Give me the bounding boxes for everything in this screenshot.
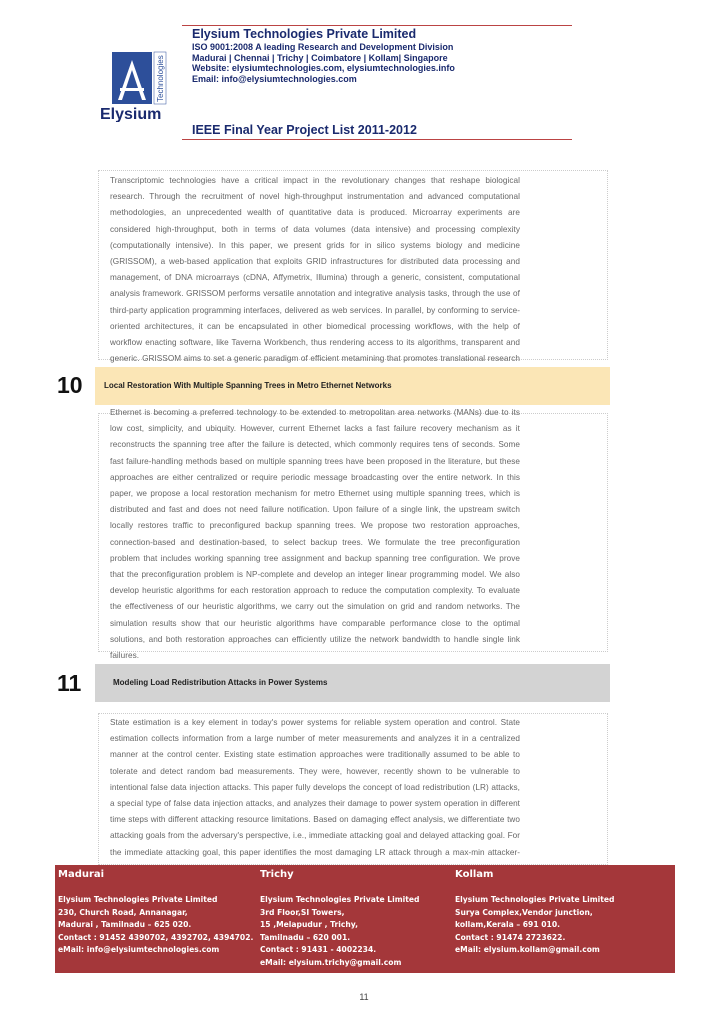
company-line-iso: ISO 9001:2008 A leading Research and Development Division	[192, 42, 454, 52]
header-bottom-rule	[182, 139, 572, 140]
page-number: 11	[359, 992, 369, 1002]
footer-city-madurai: Madurai	[58, 869, 105, 880]
project-list-title: IEEE Final Year Project List 2011-2012	[192, 123, 417, 137]
topic-number-10: 10	[57, 372, 83, 398]
abstract-text-2: Ethernet is becoming a preferred technology to be extended to metropolitan area networks (MANs) due to its low cost, simplicity, and ubiquity. However, current Ethernet lacks a fast failure recovery mechanism as it reconstructs the spanning tree after the failure is detected, which commonly requires tens of seconds. Some fast failure-handling methods based on multiple spanning trees have been proposed in the literature, but these approaches are either centralized or require periodic message broadcasting over the entire network. In this paper, we propose a local restoration mechanism for metro Ethernet using multiple spanning trees, which is distributed and fast and does not need failure notification. Upon failure of a single link, the upstream switch locally restores traffic to preconfigured backup spanning trees. We propose two restoration approaches, connection-based and destination-based, to select backup trees. We formulate the tree preconfiguration problem that includes working spanning tree assignment and backup spanning tree configuration. We prove that the preconfiguration problem is NP-complete and develop an integer linear programming model. We also develop heuristic algorithms for each restoration approach to reduce the computation complexity. To evaluate the effectiveness of our heuristic algorithms, we carry out the simulation on grid and random networks. The simulation results show that our heuristic algorithms have comparable performance close to the optimal solutions, and both restoration approaches can efficiently utilize the network bandwidth to handle single link failures.	[110, 408, 520, 661]
logo-text: Elysium	[100, 106, 162, 122]
footer-city-trichy: Trichy	[260, 869, 294, 880]
footer-line: Elysium Technologies Private Limited	[260, 895, 420, 904]
company-line-locations: Madurai | Chennai | Trichy | Coimbatore | Kollam| Singapore	[192, 52, 448, 63]
header-top-rule	[182, 25, 572, 26]
footer-column-kollam	[455, 869, 614, 957]
footer-line: kollam,Kerala – 691 010.	[455, 920, 561, 929]
company-line-website: Website: elysiumtechnologies.com, elysiumtechnologies.info	[192, 63, 455, 73]
company-name: Elysium Technologies Private Limited	[192, 27, 417, 41]
footer-column-trichy	[260, 869, 419, 969]
footer-city-kollam: Kollam	[455, 869, 494, 880]
company-info	[192, 27, 582, 84]
topic-title-11: Modeling Load Redistribution Attacks in Power Systems	[113, 678, 328, 687]
footer-line: 15 ,Melapudur , Trichy,	[260, 920, 358, 929]
footer-email-kollam[interactable]: eMail: elysium.kollam@gmail.com	[455, 945, 600, 954]
topic-number-11: 11	[57, 670, 82, 696]
abstract-text-3: State estimation is a key element in today's power systems for reliable system operation and control. State estimation collects information from a large number of meter measurements and analyzes it in a centralized manner at the control center. Existing state estimation approaches were traditionally assumed to be able to tolerate and detect random bad measurements. They were, however, recently shown to be vulnerable to intentional false data injection attacks. This paper fully develops the concept of load redistribution (LR) attacks, a special type of false data injection attacks, and analyzes their damage to power system operation in different time steps with different attacking resource limitations. Based on damaging effect analysis, we differentiate two attacking goals from the adversary's perspective, i.e., immediate attacking goal and delayed attacking goal. For the immediate attacking goal, this paper identifies the most damaging LR attack through a max-min attacker-	[110, 718, 520, 857]
footer-line: Contact : 91474 2723622.	[455, 932, 566, 942]
topic-title-10: Local Restoration With Multiple Spanning Trees in Metro Ethernet Networks	[104, 381, 392, 390]
footer-line: Elysium Technologies Private Limited	[455, 895, 615, 904]
footer-line: Tamilnadu – 620 001.	[260, 932, 351, 942]
footer-email-trichy[interactable]: eMail: elysium.trichy@gmail.com	[260, 957, 402, 967]
footer-line: 3rd Floor,SI Towers,	[260, 907, 345, 917]
elysium-logo	[98, 50, 180, 122]
footer-line: Contact : 91431 - 4002234.	[260, 945, 377, 954]
company-line-email: Email: info@elysiumtechnologies.com	[192, 73, 357, 84]
footer-email-madurai[interactable]: eMail: info@elysiumtechnologies.com	[58, 945, 220, 954]
logo-side-text: Technologies	[156, 55, 165, 102]
footer-line: Madurai , Tamilnadu – 625 020.	[58, 920, 192, 929]
abstract-text-1: Transcriptomic technologies have a critical impact in the revolutionary changes that reshape biological research. Through the recruitment of novel high-throughput instrumentation and advanced computational methodologies, an unprecedented wealth of quantitative data is produced. Microarray experiments are considered high-throughput, both in terms of data volumes (data intensive) and processing complexity (computationally intensive). In this paper, we present grids for in silico systems biology and medicine (GRISSOM), a web-based application that exploits GRID infrastructures for distributed data processing and management, of DNA microarrays (cDNA, Affymetrix, Illumina) through a generic, consistent, computational analysis framework. GRISSOM performs versatile annotation and integrative analysis tasks, through the use of third-party application programming interfaces, delivered as web services. In parallel, by conforming to service-oriented architectures, it can be encapsulated in other biomedical processing workflows, with the help of workflow enacting software, like Taverna Workbench, thus rendering access to its algorithms, transparent and generic. GRISSOM aims to set a generic paradigm of efficient metamining that promotes translational research	[110, 176, 520, 364]
footer-column-madurai	[58, 869, 253, 957]
footer-line: Contact : 91452 4390702, 4392702, 4394702.	[58, 932, 254, 942]
footer-line: Elysium Technologies Private Limited	[58, 895, 218, 904]
footer-line: Surya Complex,Vendor junction,	[455, 907, 593, 917]
footer-line: 230, Church Road, Annanagar,	[58, 907, 188, 917]
footer-contacts	[55, 865, 675, 973]
